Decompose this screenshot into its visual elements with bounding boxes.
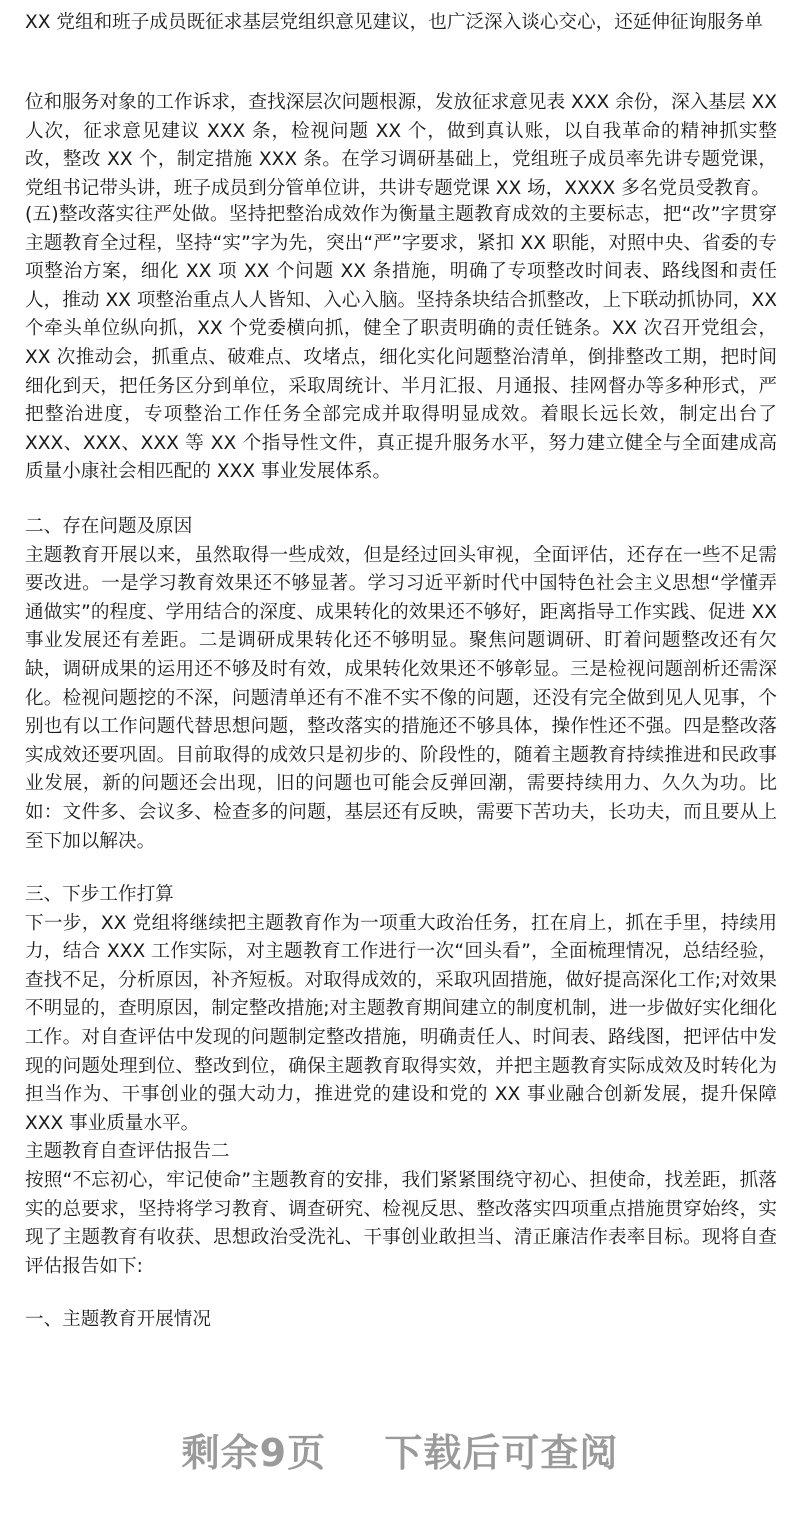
paragraph-text: (五)整改落实往严处做。坚持把整治成效作为衡量主题教育成效的主要标志，把“改”字贯穿主题教育全过程，坚持“实”字为先，突出“严”字要求，紧扣 XX 职能，对照中央、省委的专项整治方案，细化 XX 项 XX 个问题 XX 条措施，明确了专项整改时间表、路线图和责任人，推动 XX 项整治重点人人皆知、入心入脑。坚持条块结合抓整改，上下联动抓协同，XX 个牵头单位纵向抓，XX 个党委横向抓，健全了职责明确的责任链条。XX 次召开党组会，XX 次推动会，抓重点、破难点、攻堵点，细化实化问题整治清单，倒排整改工期，把时间细化到天，把任务区分到单位，采取周统计、半月汇报、月通报、挂网督办等多种形式，严把整治进度，专项整治工作任务全部完成并取得明显成效。着眼长远长效，制定出台了 XXX、XXX、XXX 等 XX 个指导性文件，真正提升服务水平，努力建立健全与全面建成高质量小康社会相匹配的 XXX 事业发展体系。	[25, 204, 777, 483]
paragraph-text: 按照“不忘初心，牢记使命”主题教育的安排，我们紧紧围绕守初心、担使命，找差距，抓落实的总要求，坚持将学习教育、调查研究、检视反思、整改落实四项重点措施贯穿始终，实现了主题教育有收获、思想政治受洗礼、干事创业敢担当、清正廉洁作表率目标。现将自查评估报告如下:	[25, 1169, 777, 1277]
download-banner[interactable]	[0, 1422, 800, 1477]
report-title: 主题教育自查评估报告二	[25, 1141, 230, 1163]
document-paragraph	[25, 9, 777, 38]
section-problems	[25, 513, 777, 856]
document-paragraph	[25, 201, 777, 487]
section-heading: 一、主题教育开展情况	[25, 1309, 211, 1330]
paragraph-text: XX 党组和班子成员既征求基层党组织意见建议，也广泛深入谈心交心，还延伸征询服务单	[25, 12, 763, 33]
paragraph-text: 下一步，XX 党组将继续把主题教育作为一项重大政治任务，扛在肩上，抓在手里，持续用力，结合 XXX 工作实际，对主题教育工作进行一次“回头看”，全面梳理情况，总结经验，查找不足，分析原因，补齐短板。对取得成效的，采取巩固措施，做好提高深化工作;对效果不明显的，查明原因，制定整改措施;对主题教育期间建立的制度机制，进一步做好实化细化工作。对自查评估中发现的问题制定整改措施，明确责任人、时间表、路线图，把评估中发现的问题处理到位、整改到位，确保主题教育取得实效，并把主题教育实际成效及时转化为担当作为、干事创业的强大动力，推进党的建设和党的 XX 事业融合创新发展，提升保障 XXX 事业质量水平。	[25, 912, 777, 1134]
paragraph-text: 主题教育开展以来，虽然取得一些成效，但是经过回头审视，全面评估，还存在一些不足需要改进。一是学习教育效果还不够显著。学习习近平新时代中国特色社会主义思想“学懂弄通做实”的程度、学用结合的深度、成果转化的效果还不够好，距离指导工作实践、促进 XX 事业发展还有差距。二是调研成果转化还不够明显。聚焦问题调研、盯着问题整改还有欠缺，调研成果的运用还不够及时有效，成果转化效果还不够彰显。三是检视问题剖析还需深化。检视问题挖的不深，问题清单还有不准不实不像的问题，还没有完全做到见人见事，个别也有以工作问题代替思想问题，整改落实的措施还不够具体，操作性还不强。四是整改落实成效还要巩固。目前取得的成效只是初步的、阶段性的，随着主题教育持续推进和民政事业发展，新的问题还会出现，旧的问题也可能会反弹回潮，需要持续用力、久久为功。比如：文件多、会议多、检查多的问题，基层还有反映，需要下苦功夫，长功夫，而且要从上至下加以解决。	[25, 544, 777, 852]
remaining-pages-label: 剩余9页	[181, 1431, 327, 1475]
document-paragraph	[25, 89, 777, 203]
section-heading-block	[25, 1306, 777, 1335]
section-heading: 二、存在问题及原因	[25, 516, 193, 537]
section-heading: 三、下步工作打算	[25, 884, 174, 905]
section-next-steps	[25, 881, 777, 1281]
download-to-view-link[interactable]: 下载后可查阅	[384, 1431, 619, 1475]
paragraph-text: 位和服务对象的工作诉求，查找深层次问题根源，发放征求意见表 XXX 余份，深入基层 XX 人次，征求意见建议 XXX 条，检视问题 XX 个，做到真认账，以自我革命的精神抓实整改，整改 XX 个，制定措施 XXX 条。在学习调研基础上，党组班子成员率先讲专题党课，党组书记带头讲，班子成员到分管单位讲，共讲专题党课 XX 场，XXXX 多名党员受教育。	[25, 92, 778, 199]
